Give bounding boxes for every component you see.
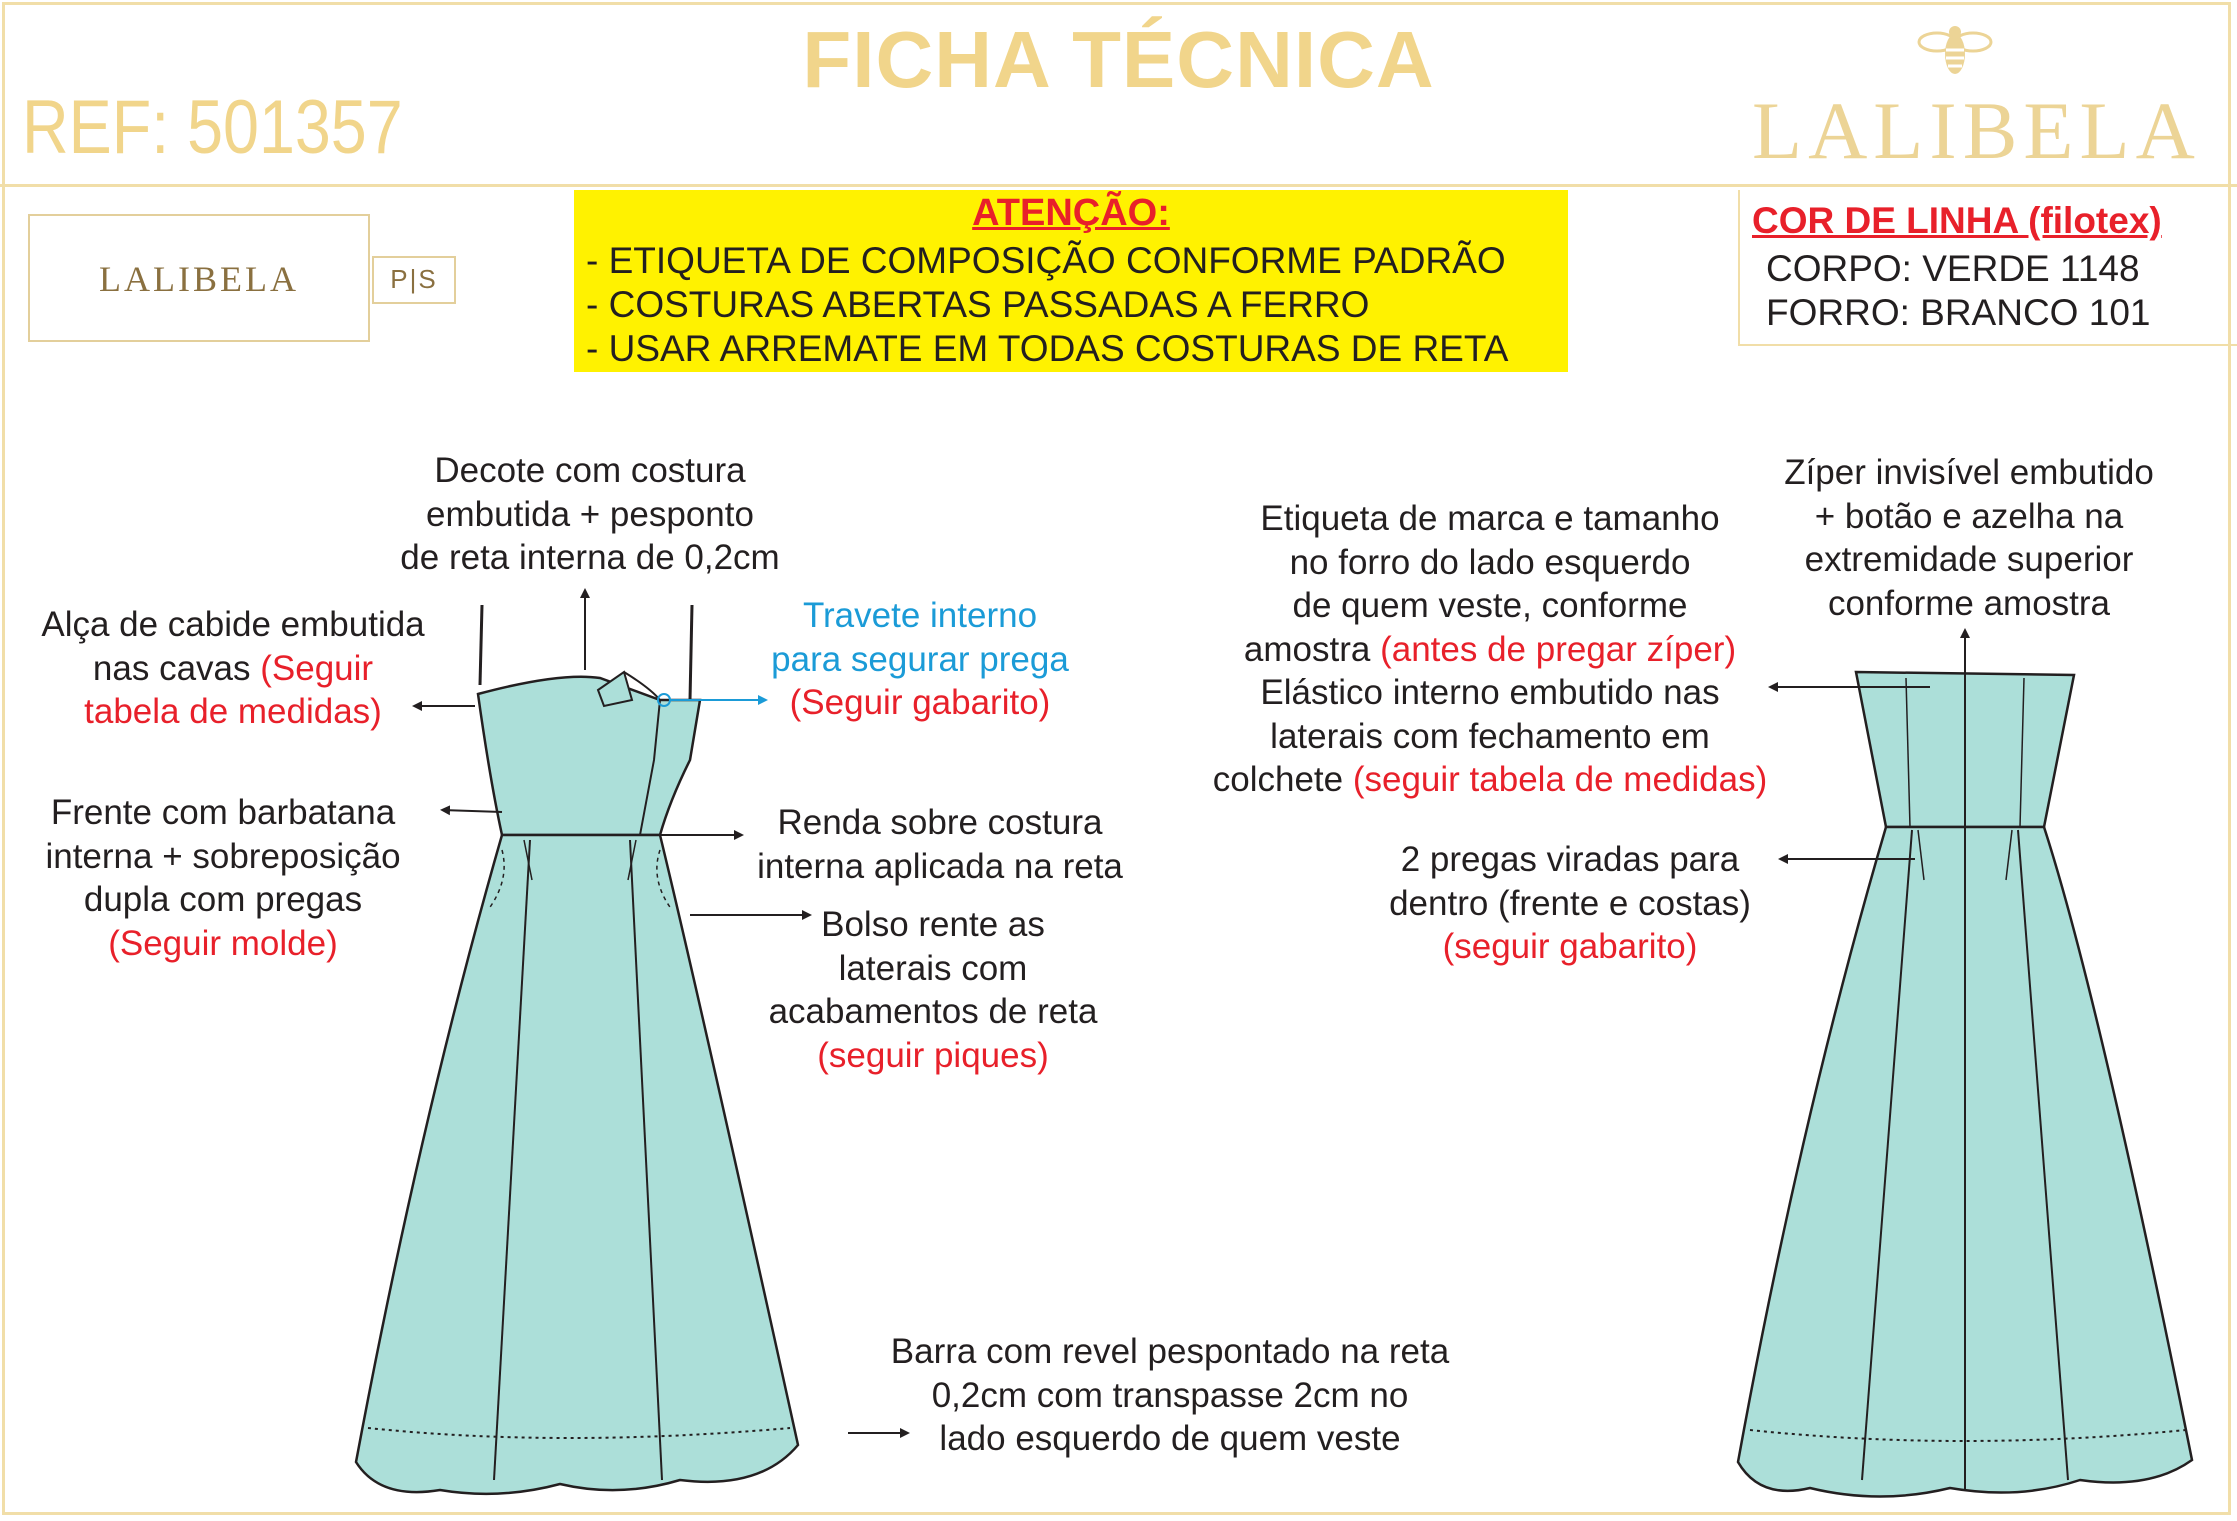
attention-title: ATENÇÃO:	[972, 192, 1170, 234]
attention-line: - USAR ARREMATE EM TODAS COSTURAS DE RETA	[586, 328, 1509, 369]
attention-line: - COSTURAS ABERTAS PASSADAS A FERRO	[586, 284, 1370, 325]
note-bartack: Travete interno para segurar prega (Seguir gabarito)	[771, 596, 1069, 722]
thread-color-body: CORPO: VERDE 1148	[1766, 248, 2140, 289]
page-title: FICHA TÉCNICA	[802, 15, 1435, 104]
note-pocket: Bolso rente as laterais com acabamentos de reta (seguir piques)	[768, 905, 1098, 1075]
attention-line: - ETIQUETA DE COMPOSIÇÃO CONFORME PADRÃO	[586, 240, 1506, 281]
note-brand-label: Etiqueta de marca e tamanho no forro do lado esquerdo de quem veste, conforme amostra (antes de pregar zíper)	[1243, 499, 1737, 669]
thread-color-title: COR DE LINHA (filotex)	[1752, 200, 2162, 241]
thread-color-lining: FORRO: BRANCO 101	[1766, 292, 2151, 333]
reference-code: REF: 501357	[22, 85, 403, 170]
note-pleats: 2 pregas viradas para dentro (frente e costas) (seguir gabarito)	[1389, 840, 1751, 966]
label-sample-brand: LALIBELA	[99, 259, 299, 299]
note-hem: Barra com revel pespontado na reta 0,2cm com transpasse 2cm no lado esquerdo de quem veste	[890, 1332, 1450, 1458]
note-neckline: Decote com costura embutida + pesponto de reta interna de 0,2cm	[400, 451, 780, 577]
size-tag-text: P|S	[390, 264, 438, 294]
note-lace: Renda sobre costura interna aplicada na reta	[757, 803, 1123, 886]
note-front-panel: Frente com barbatana interna + sobreposição dupla com pregas (Seguir molde)	[45, 793, 401, 963]
note-zipper: Zíper invisível embutido + botão e azelha na extremidade superior conforme amostra	[1784, 453, 2154, 623]
note-elastic: Elástico interno embutido nas laterais com fechamento em colchete (seguir tabela de medidas)	[1212, 673, 1768, 799]
front-dress-drawing	[356, 605, 798, 1494]
note-hanger-loop: Alça de cabide embutida nas cavas (Seguir tabela de medidas)	[41, 605, 425, 731]
brand-logo: LALIBELA	[1752, 85, 2201, 176]
